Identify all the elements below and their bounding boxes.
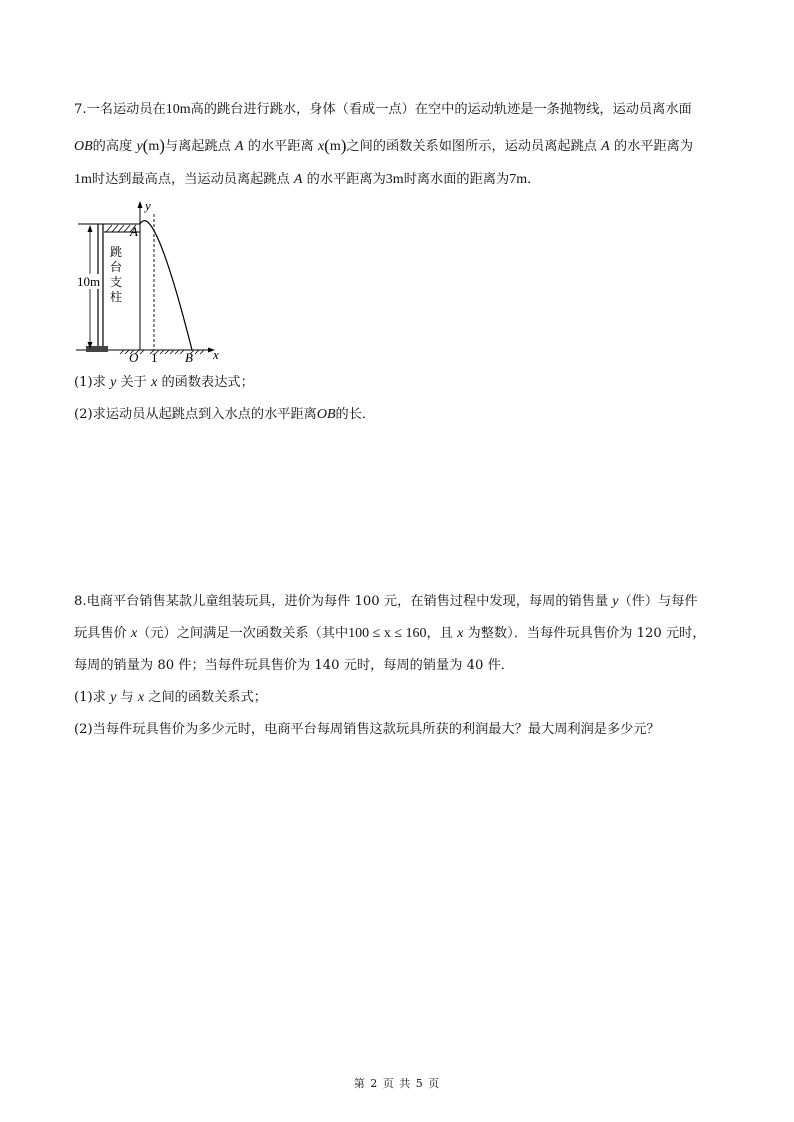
height-label: 10m [77,274,101,289]
q7-sub-question-1: (1)求 y 关于 x 的函数表达式； [74,375,254,390]
origin-label: O [129,350,139,365]
trajectory-curve [140,221,192,350]
q8-line-3: 每周的销量为 80 件；当每件玩具售价为 140 元时，每周的销量为 40 件． [74,658,514,673]
q8-line-1: 8.电商平台销售某款儿童组装玩具，进价为每件 100 元，在销售过程中发现，每周的销售量 y（件）与每件 [74,594,698,609]
page-footer: 第 2 页 共 5 页 [353,1077,441,1090]
diving-figure [74,198,234,370]
point-A-label: A [130,224,138,239]
q7-sub-question-2: (2)求运动员从起跳点到入水点的水平距离OB的长． [74,407,376,422]
q7-line-3: 1m时达到最高点，当运动员离起跳点 A 的水平距离为3m时离水面的距离为7m． [74,172,541,187]
q7-line-1: 7.一名运动员在10m高的跳台进行跳水，身体（看成一点）在空中的运动轨迹是一条抛物线，运动员离水面 [74,102,692,117]
pillar-char-4: 柱 [110,290,123,304]
pillar-char-3: 支 [110,275,123,289]
q8-line-2: 玩具售价 x（元）之间满足一次函数关系（其中100 ≤ x ≤ 160，且 x 为整数）．当每件玩具售价为 120 元时， [74,626,706,641]
y-axis-label: y [145,198,151,213]
y-axis-arrow-icon [138,201,143,208]
x-axis-label: x [213,347,219,362]
point-B-label: B [185,350,193,365]
trajectory-diagram [74,198,234,366]
tick-one-label: 1 [151,350,158,365]
arrow-up-icon [88,225,93,232]
pillar-char-1: 跳 [110,245,123,259]
q8-sub-question-1: (1)求 y 与 x 之间的函数关系式； [74,690,267,705]
q7-line-2: OB的高度 y(m)与离起跳点 A 的水平距离 x(m)之间的函数关系如图所示，运动员离起跳点 A 的水平距离为 [74,136,694,155]
pillar-char-2: 台 [110,260,123,274]
q8-sub-question-2: (2)当每件玩具售价为多少元时，电商平台每周销售这款玩具所获的利润最大？最大周利润是多少元？ [74,722,660,737]
